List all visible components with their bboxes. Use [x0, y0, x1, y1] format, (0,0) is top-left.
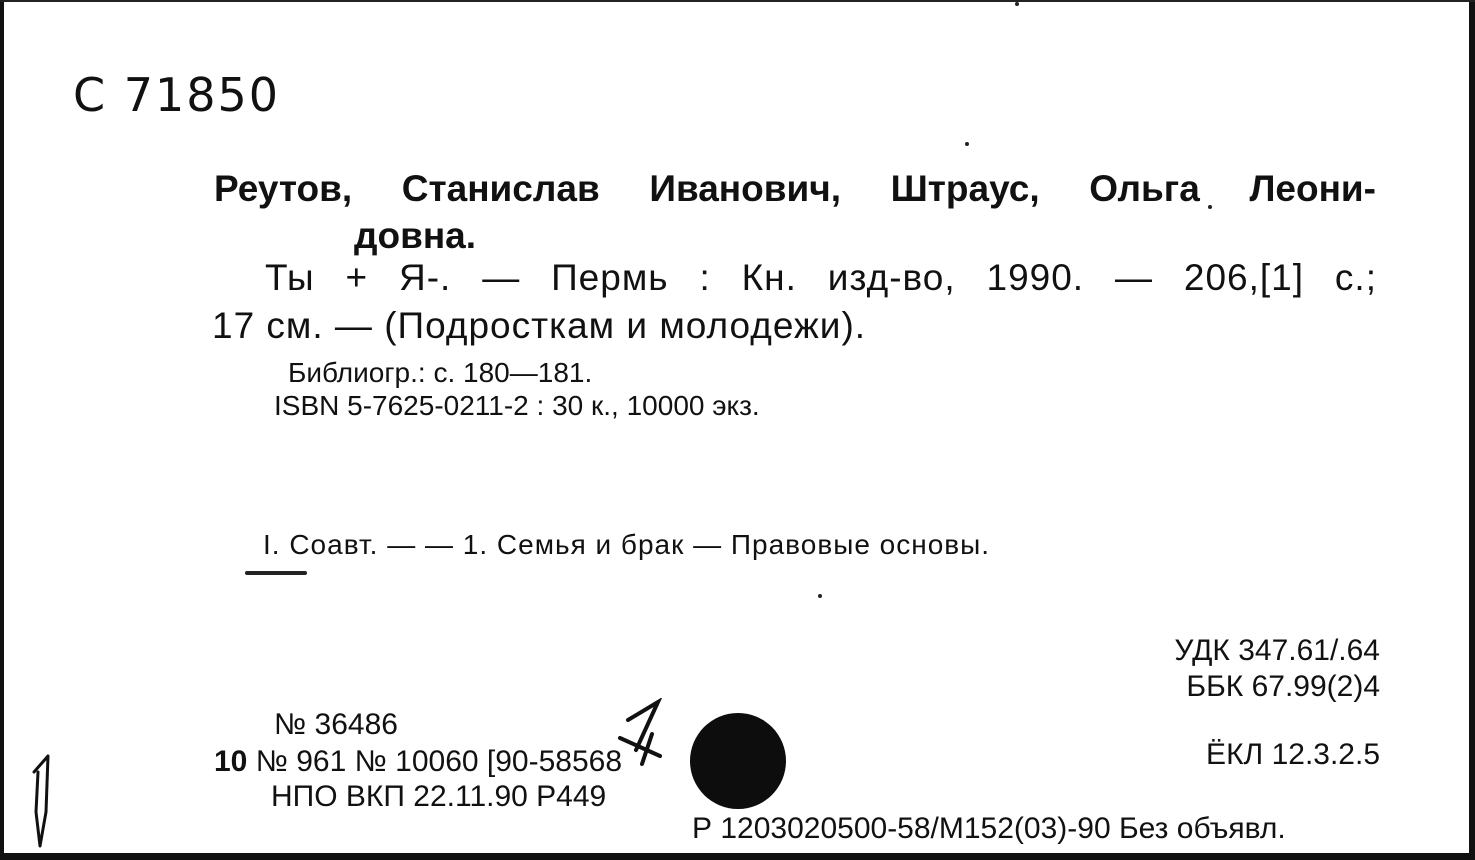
description-word: 206,[1] — [1183, 257, 1305, 298]
card-top-edge — [0, 0, 1475, 2]
description-line-2: 17 см. — (Подросткам и молодежи). — [212, 305, 867, 346]
udk-code: УДК 347.61/.64 — [1174, 634, 1380, 667]
heading-word: Штраус, — [890, 168, 1040, 209]
heading-word: Иванович, — [649, 168, 841, 209]
description-word: — — [1114, 257, 1153, 298]
registration-prefix: 10 — [214, 745, 248, 778]
bbk-code: ББК 67.99(2)4 — [1186, 670, 1380, 703]
speck — [1015, 2, 1019, 6]
heading-line-2: довна. — [354, 215, 477, 256]
ink-blot — [690, 713, 786, 809]
description-word: — — [482, 257, 521, 298]
catalog-number: С 71850 — [73, 68, 281, 122]
heading-word: Леони- — [1249, 168, 1376, 209]
registration-line — [214, 745, 622, 779]
ekl-code: ЁКЛ 12.3.2.5 — [1206, 738, 1380, 771]
isbn-note: ISBN 5-7625-0211-2 : 30 к., 10000 экз. — [274, 390, 760, 421]
heading-word: Ольга — [1089, 168, 1200, 209]
description-word: + — [345, 257, 369, 298]
subject-headings: I. Соавт. — — 1. Семья и брак — Правовые основы. — [263, 529, 991, 560]
speck — [818, 594, 822, 598]
speck — [965, 142, 969, 146]
bibliography-note: Библиогр.: с. 180—181. — [288, 357, 593, 388]
heading-word: Реутов, — [214, 168, 353, 209]
description-word: Я-. — [398, 257, 452, 298]
handwritten-edge-mark-icon — [26, 752, 56, 850]
description-word: изд-во, — [827, 257, 956, 298]
registration-rest: № 961 № 10060 [90-58568 — [255, 745, 623, 778]
publisher-line: НПО ВКП 22.11.90 Р449 — [271, 780, 607, 813]
speck — [1208, 205, 1212, 209]
description-word: с.; — [1334, 257, 1377, 298]
description-word: Кн. — [741, 257, 797, 298]
registration-number: № 36486 — [274, 708, 398, 741]
description-word: : — [699, 257, 711, 298]
heading-word: Станислав — [401, 168, 600, 209]
description-word: Пермь — [551, 257, 669, 298]
handwritten-mark-icon — [616, 698, 676, 768]
underline-mark — [245, 571, 307, 575]
description-word: Ты — [265, 257, 315, 298]
bottom-code: Р 1203020500-58/М152(03)-90 Без объявл. — [692, 812, 1286, 845]
heading-line-1 — [214, 168, 1376, 210]
description-line-1 — [265, 257, 1377, 299]
description-word: 1990. — [986, 257, 1085, 298]
